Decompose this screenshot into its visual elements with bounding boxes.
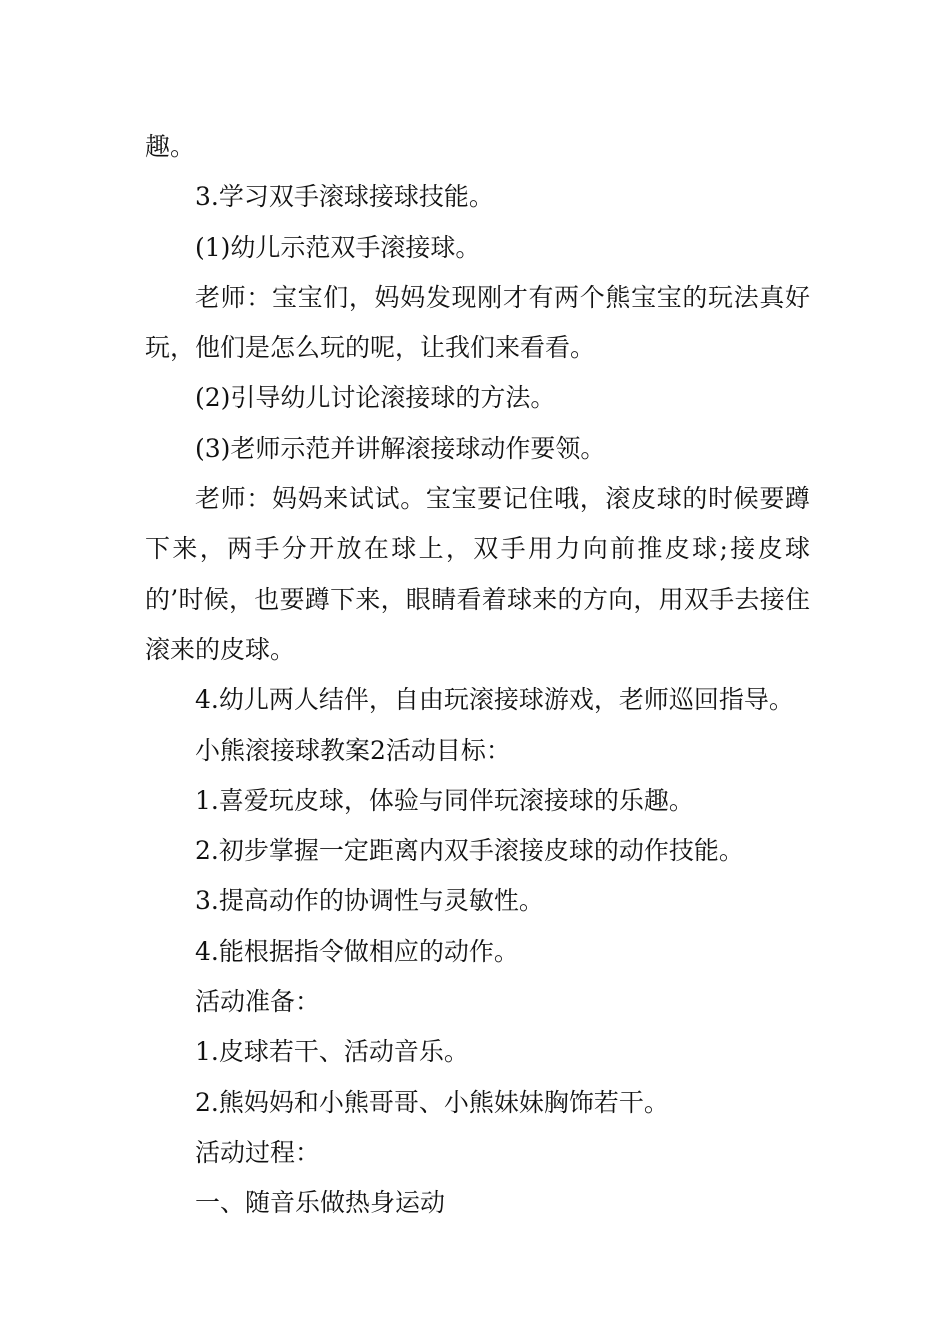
paragraph-goal-3: 3.提高动作的协调性与灵敏性。 <box>195 886 544 916</box>
paragraph-goal-1: 1.喜爱玩皮球，体验与同伴玩滚接球的乐趣。 <box>195 785 694 815</box>
paragraph-process-step-1: 一、随音乐做热身运动 <box>195 1188 446 1218</box>
paragraph-preparation-2: 2.熊妈妈和小熊哥哥、小熊妹妹胸饰若干。 <box>195 1087 669 1117</box>
paragraph-goal-4: 4.能根据指令做相应的动作。 <box>195 936 519 966</box>
paragraph-step-3-2: (2)引导幼儿讨论滚接球的方法。 <box>195 383 556 413</box>
document-body <box>145 122 810 1229</box>
paragraph-preparation-1: 1.皮球若干、活动音乐。 <box>195 1037 469 1067</box>
paragraph-step-4: 4.幼儿两人结伴，自由玩滚接球游戏，老师巡回指导。 <box>195 685 794 715</box>
paragraph-step-3-3: (3)老师示范并讲解滚接球动作要领。 <box>195 433 606 463</box>
paragraph-lesson-2-goals-heading: 小熊滚接球教案2活动目标： <box>195 735 511 765</box>
paragraph-teacher-line-1: 老师：宝宝们，妈妈发现刚才有两个熊宝宝的玩法真好玩，他们是怎么玩的呢，让我们来看看。 <box>145 282 810 363</box>
paragraph-preparation-heading: 活动准备： <box>195 987 321 1017</box>
paragraph-continuation: 趣。 <box>145 132 196 161</box>
paragraph-goal-2: 2.初步掌握一定距离内双手滚接皮球的动作技能。 <box>195 836 744 866</box>
paragraph-process-heading: 活动过程： <box>195 1137 321 1167</box>
paragraph-step-3-1: (1)幼儿示范双手滚接球。 <box>195 232 481 262</box>
paragraph-teacher-line-2: 老师：妈妈来试试。宝宝要记住哦，滚皮球的时候要蹲下来，两手分开放在球上，双手用力向前推皮球;接皮球的’时候，也要蹲下来，眼睛看着球来的方向，用双手去接住滚来的皮球。 <box>145 484 810 664</box>
paragraph-step-3: 3.学习双手滚球接球技能。 <box>195 182 494 212</box>
